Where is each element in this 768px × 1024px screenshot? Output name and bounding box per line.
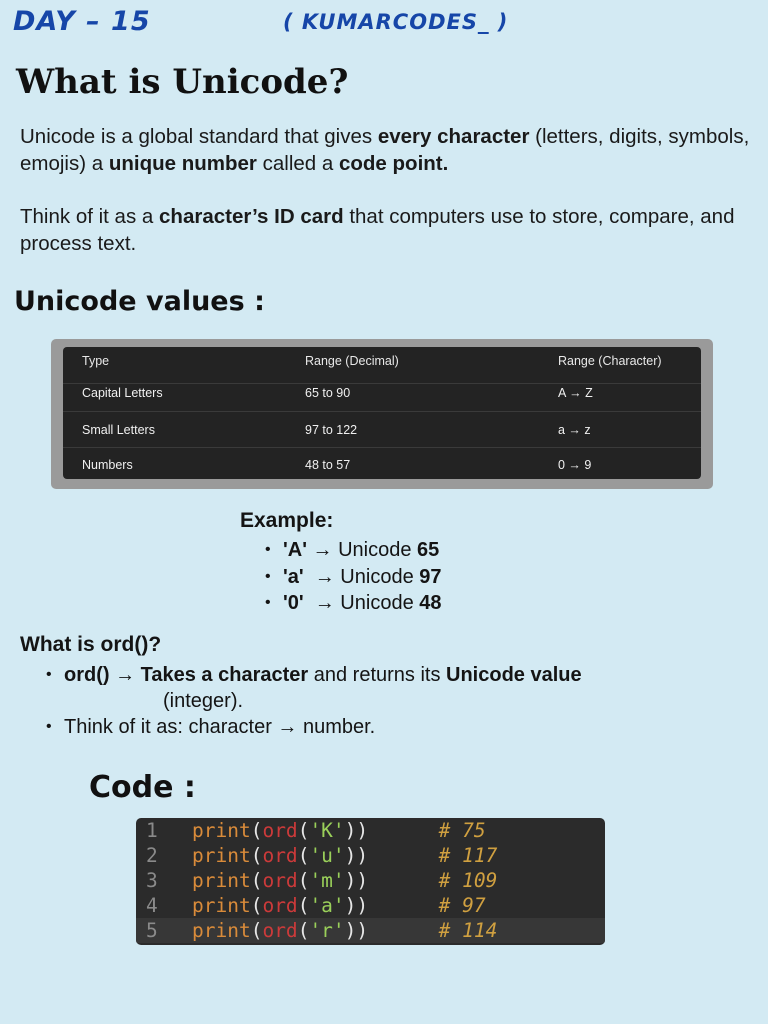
code-space — [368, 894, 438, 917]
code-function: ord — [262, 844, 298, 867]
example-code: 65 — [417, 539, 440, 561]
code-space — [368, 819, 438, 842]
code-keyword: print — [192, 919, 251, 942]
bullet-icon: • — [265, 567, 271, 585]
code-keyword: print — [192, 894, 251, 917]
line-number: 5 — [146, 919, 158, 942]
code-line — [136, 843, 605, 868]
example-code: 48 — [419, 592, 442, 614]
code-keyword: print — [192, 869, 251, 892]
code-block — [136, 818, 605, 945]
page-title: What is Unicode? — [16, 62, 349, 102]
code-text — [192, 843, 497, 868]
code-string: 'm' — [309, 869, 345, 892]
code-punct: )) — [344, 894, 369, 917]
code-punct: ( — [250, 919, 263, 942]
example-char: 'a' — [283, 565, 304, 588]
code-punct: )) — [344, 869, 369, 892]
code-function: ord — [262, 919, 298, 942]
bold-text: character’s ID card — [159, 205, 344, 228]
bullet-icon: • — [265, 541, 271, 558]
author-handle: ( KUMARCODES_ ) — [283, 10, 509, 34]
code-punct: ( — [250, 894, 263, 917]
code-function: ord — [262, 869, 298, 892]
list-item — [44, 714, 744, 740]
code-comment: # 97 — [438, 894, 486, 917]
code-punct: ( — [250, 869, 263, 892]
line-number: 2 — [146, 844, 158, 867]
unicode-values-heading: Unicode values : — [14, 286, 265, 317]
code-function: ord — [262, 894, 298, 917]
code-punct: )) — [344, 844, 369, 867]
bullet-icon: • — [46, 718, 52, 735]
list-item — [263, 564, 442, 591]
line-number: 1 — [146, 819, 158, 842]
day-label: DAY – 15 — [13, 6, 151, 37]
code-punct: )) — [344, 919, 369, 942]
text: called a — [256, 152, 339, 175]
example-text: → Unicode — [303, 565, 420, 588]
code-punct: )) — [344, 819, 369, 842]
example-list — [263, 537, 442, 617]
ord-text-1: and returns its — [308, 664, 447, 686]
table-cell-type: Capital Letters — [82, 386, 163, 400]
text: (letters, digits, symbols, emojis) a — [20, 125, 750, 175]
ord-continuation: (integer). — [163, 690, 244, 712]
code-punct: ( — [297, 869, 310, 892]
code-heading: Code : — [89, 770, 196, 805]
code-punct: ( — [250, 819, 263, 842]
code-text — [192, 893, 486, 918]
code-line — [136, 818, 605, 843]
code-function: ord — [262, 819, 298, 842]
table-header-type: Type — [82, 354, 110, 368]
text: that computers use to store, compare, and process text. — [20, 205, 735, 255]
code-space — [368, 919, 438, 942]
table-cell-decimal: 65 to 90 — [305, 386, 351, 400]
table-cell-character: a → z — [558, 423, 591, 437]
code-punct: ( — [297, 894, 310, 917]
bullet-icon: • — [46, 666, 52, 683]
ord-bold-2: Unicode value — [446, 664, 582, 686]
code-keyword: print — [192, 819, 251, 842]
table-row — [63, 375, 701, 412]
line-number: 4 — [146, 894, 158, 917]
bullet-icon: • — [265, 594, 271, 611]
bold-text: code point. — [338, 152, 449, 175]
code-line — [136, 868, 605, 893]
code-comment: # 117 — [438, 844, 498, 867]
code-string: 'r' — [309, 919, 345, 942]
code-punct: ( — [297, 844, 310, 867]
unicode-table — [63, 347, 701, 479]
ord-list — [44, 662, 744, 740]
code-text — [192, 818, 486, 843]
list-item — [44, 662, 744, 688]
code-punct: ( — [297, 819, 310, 842]
code-punct: ( — [250, 844, 263, 867]
example-char: '0' — [283, 592, 304, 614]
table-cell-decimal: 97 to 122 — [305, 423, 358, 437]
ord-text-2: Think of it as: character → number. — [64, 716, 376, 738]
example-text: → Unicode — [306, 539, 418, 561]
table-cell-character: A → Z — [558, 386, 593, 400]
code-line — [136, 893, 605, 918]
code-string: 'u' — [309, 844, 345, 867]
table-cell-type: Numbers — [82, 458, 133, 472]
line-number: 3 — [146, 869, 158, 892]
table-row — [63, 447, 701, 479]
intro-paragraph-2 — [20, 203, 760, 257]
code-space — [368, 869, 438, 892]
code-string: 'a' — [309, 894, 345, 917]
text: Unicode is a global standard that gives — [20, 125, 378, 148]
example-text: → Unicode — [303, 592, 420, 614]
code-comment: # 114 — [438, 919, 498, 942]
table-header-decimal: Range (Decimal) — [305, 354, 399, 368]
table-header-character: Range (Character) — [558, 354, 662, 368]
text: Think of it as a — [20, 205, 160, 228]
bold-text: unique number — [108, 152, 257, 175]
code-space — [368, 844, 438, 867]
code-punct: ( — [297, 919, 310, 942]
table-cell-type: Small Letters — [82, 423, 155, 437]
ord-bold-1: ord() → Takes a character — [64, 664, 309, 686]
code-keyword: print — [192, 844, 251, 867]
intro-paragraph-1 — [20, 123, 760, 177]
code-text — [192, 868, 497, 893]
code-text — [192, 918, 497, 943]
list-item — [263, 537, 442, 564]
table-cell-character: 0 → 9 — [558, 458, 592, 472]
list-item — [263, 590, 442, 617]
example-char: 'A' — [283, 539, 307, 561]
table-cell-decimal: 48 to 57 — [305, 458, 351, 472]
example-title: Example: — [240, 509, 334, 532]
code-line — [136, 918, 605, 943]
bold-text: every character — [377, 125, 530, 148]
code-comment: # 75 — [438, 819, 486, 842]
ord-section-title: What is ord()? — [20, 633, 162, 656]
code-comment: # 109 — [438, 869, 498, 892]
example-code: 97 — [419, 565, 442, 588]
code-string: 'K' — [309, 819, 345, 842]
table-row — [63, 411, 701, 448]
